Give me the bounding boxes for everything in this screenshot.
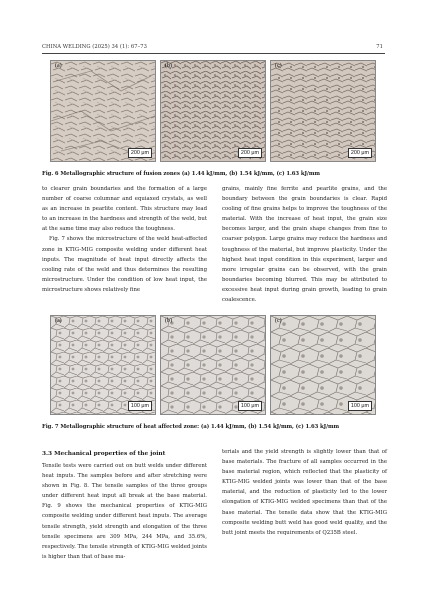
scale-bar: 100 μm — [238, 401, 262, 411]
figure7-panel-a — [50, 315, 156, 415]
micrograph-image — [271, 316, 375, 414]
figure6-panel-a — [50, 60, 156, 162]
figure6-panel-c — [270, 60, 376, 162]
micrograph-image — [51, 61, 155, 161]
micrograph-image — [161, 316, 265, 414]
page-number: 71 — [376, 44, 383, 50]
paragraph: terials and the yield strength is slightly lower than that of base materials. The fracture of all samples occurred in the base material region, which reflected that the plasticity of KTIG-MIG welded joints was lower than that of the base material, and the reduction of plasticity led to the lower elongation of KTIG-MIG welded specimens than that of the base material. The tensile data show that the KTIG-MIG composite welding butt weld has good weld quality, and the butt joint meets the requirements of Q235B steel. — [222, 449, 387, 536]
figure6-caption: Fig. 6 Metallographic structure of fusion zones (a) 1.44 kJ/mm, (b) 1.54 kJ/mm, (c) 1.63 kJ/mm — [42, 171, 320, 177]
micrograph-image — [51, 316, 155, 414]
panel-label: (b) — [165, 63, 172, 69]
panel-label: (a) — [55, 63, 62, 69]
paragraph: Tensile tests were carried out on butt welds under different heat inputs. The samples before and after stretching were shown in Fig. 8. The tensile samples of the three groups under different heat input all break at the base material. Fig. 9 shows the mechanical properties of KTIG-MIG composite welding under different heat inputs. The average tensile strength, yield strength and elongation of the three tensile specimens are 309 MPa, 244 MPa, and 35.6%, respectively. The tensile strength of KTIG-MIG welded joints is higher than that of base ma- — [42, 463, 207, 560]
micrograph-image — [161, 61, 265, 161]
scale-bar: 100 μm — [348, 401, 372, 411]
panel-label: (c) — [275, 318, 282, 324]
body-left-column-upper — [42, 184, 207, 295]
figure7-panel-c — [270, 315, 376, 415]
paragraph: Fig. 7 shows the microstructure of the weld heat-affected zone in KTIG-MIG composite welding under different heat inputs. The magnitude of heat input directly affects the cooling rate of the weld and thus determines the resulting microstructure. Under the condition of low heat input, the microstructure shows relatively fine — [42, 236, 207, 293]
figure6-panel-b — [160, 60, 266, 162]
scale-bar: 200 μm — [128, 148, 152, 158]
section-heading: 3.3 Mechanical properties of the joint — [42, 451, 166, 457]
paragraph: to clearer grain boundaries and the formation of a large number of coarse columnar and equiaxed crystals, as well as an increase in pearlite content. This structure may lead to an increase in the hardness and strength of the weld, but at the same time may also reduce the toughness. — [42, 186, 207, 233]
running-header-journal: CHINA WELDING (2025) 34 (1): 67–73 — [42, 44, 147, 50]
micrograph-image — [271, 61, 375, 161]
paragraph: grains, mainly fine ferrite and pearlite grains, and the boundary between the grain boundaries is clear. Rapid cooling of fine grains helps to improve the toughness of the material. With the increase of heat input, the grain size becomes larger, and the grain shape changes from fine to coarser polygon. Large grains may reduce the hardness and toughness of the material, but improve plasticity. Under the highest heat input condition in this experiment, larger and more irregular grains can be observed, with the grain boundaries becoming blurred. This may be attributed to excessive heat input during grain growth, leading to grain coalescence. — [222, 186, 387, 304]
panel-label: (c) — [275, 63, 282, 69]
figure7-caption: Fig. 7 Metallographic structure of heat affected zone: (a) 1.44 kJ/mm, (b) 1.54 kJ/mm, (c) 1.63 kJ/mm — [42, 424, 340, 430]
body-left-column-lower — [42, 461, 207, 562]
scale-bar: 200 μm — [238, 148, 262, 158]
scale-bar: 100 μm — [128, 401, 152, 411]
panel-label: (b) — [165, 318, 172, 324]
scale-bar: 200 μm — [348, 148, 372, 158]
body-right-column-upper — [222, 184, 387, 305]
header-rule — [42, 53, 385, 54]
panel-label: (a) — [55, 318, 62, 324]
figure7-panel-b — [160, 315, 266, 415]
body-right-column-lower — [222, 447, 387, 538]
